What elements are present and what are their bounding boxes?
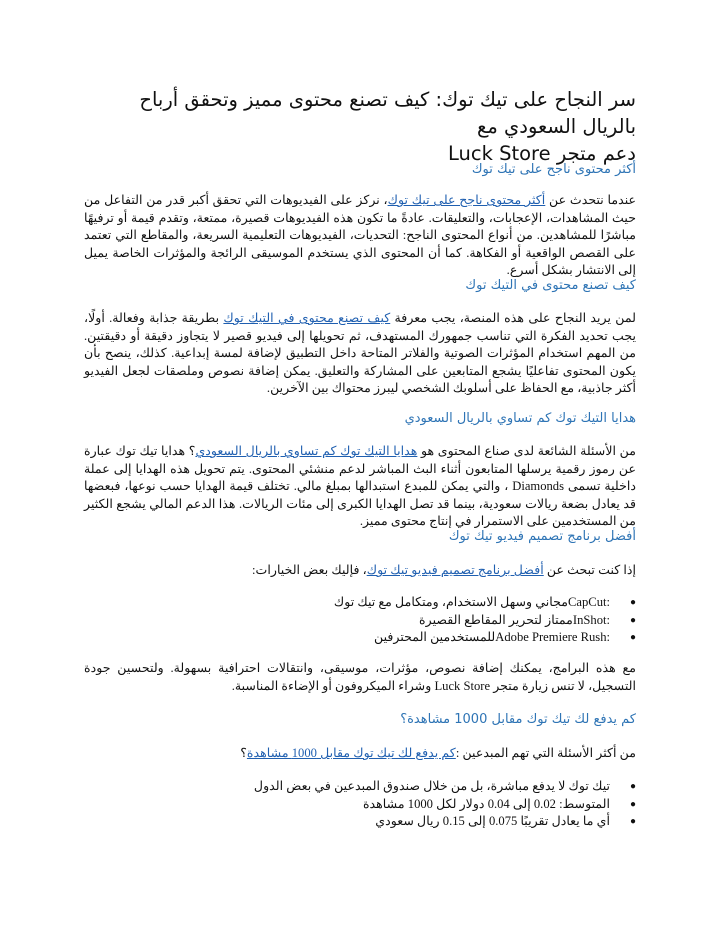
bullet-icon: ● — [629, 816, 636, 828]
section-heading-gifts-value: هدايا التيك توك كم تساوي بالريال السعودي — [404, 411, 636, 426]
section-paragraph-successful-content — [84, 192, 636, 280]
item-name: InShot: — [572, 612, 610, 627]
editor-list — [200, 594, 636, 647]
paragraph-text: ، نركز على الفيديوهات التي تحقق أكبر قدر من التفاعل من حيث المشاهدات، الإعجابات، والتعليقات. عادةً ما تكون هذه الفيديوهات قصيرة، ممتعة، وتقدم قيمة أو ترفيهًا مباشرًا للمشاهدين. من أنواع المحتوى الناجح: التحديات، الفيديوهات التعليمية السريعة، والمقاطع التي تعتمد على القصص الواقعية أو الفكاهة. كما أن المحتوى الذي يستخدم الموسيقى الرائجة والمؤثرات الخاصة يميل إلى الانتشار بشكل أسرع. — [84, 193, 636, 278]
item-desc: للمستخدمين المحترفين — [374, 630, 496, 645]
section-heading-pay-per-1000: كم يدفع لك تيك توك مقابل 1000 مشاهدة؟ — [400, 712, 636, 727]
pay-list — [200, 778, 636, 831]
item-text: تيك توك لا يدفع مباشرة، بل من خلال صندوق المبدعين في بعض الدول — [253, 779, 610, 793]
link-make-content[interactable]: كيف تصنع محتوى في التيك توك — [223, 311, 391, 325]
item-name: CapCut: — [568, 595, 610, 609]
section-heading-make-content: كيف تصنع محتوى في التيك توك — [465, 278, 636, 293]
section-outro-best-editor: مع هذه البرامج، يمكنك إضافة نصوص، مؤثرات، موسيقى، وانتقالات احترافية بسهولة. ولتحسين جودة التسجيل، لا تنس زيارة متجر Luck Store وشراء الميكروفون أو الإضاءة المناسبة. — [84, 661, 636, 693]
section-intro-pay-per-1000 — [84, 745, 636, 763]
bullet-icon: ● — [629, 614, 636, 626]
list-item — [200, 796, 636, 814]
bullet-icon: ● — [629, 632, 636, 644]
paragraph-text: ؟ — [240, 746, 247, 760]
title-line-1: سر النجاح على تيك توك: كيف تصنع محتوى مميز وتحقق أرباح بالريال السعودي مع — [139, 88, 636, 138]
section-paragraph-gifts-value — [84, 443, 636, 531]
bullet-icon: ● — [629, 798, 636, 810]
page-title — [84, 86, 636, 167]
bullet-icon: ● — [629, 781, 636, 792]
paragraph-text: لمن يريد النجاح على هذه المنصة، يجب معرفة — [390, 311, 636, 325]
paragraph-text: إذا كنت تبحث عن — [543, 563, 636, 577]
list-item — [200, 813, 636, 831]
bullet-icon: ● — [629, 597, 636, 608]
section-heading-best-editor: أفضل برنامج تصميم فيديو تيك توك — [448, 529, 636, 544]
link-gifts-value[interactable]: هدايا التيك توك كم تساوي بالريال السعودي — [195, 444, 418, 458]
item-text: أي ما يعادل تقريبًا 0.075 إلى 0.15 ريال سعودي — [375, 814, 610, 829]
list-item — [200, 629, 636, 647]
paragraph-text: ؟ هدايا تيك توك عبارة عن رموز رقمية يرسلها المتابعون أثناء البث المباشر لدعم منشئي المحتوى. يتم تحويل هذه الهدايا إلى عملة داخلية تسمى Diamonds ، والتي يمكن للمبدع استبدالها بمبلغ مالي. تختلف قيمة الهدايا حسب نوعها، فبعضها قد يعادل بضعة ريالات سعودية، بينما قد تصل الهدايا الكبرى إلى مئات الريالات. هذا الدعم المالي يشجع الكثير من المستخدمين على الاستمرار في إنتاج محتوى مميز. — [84, 444, 636, 529]
item-name: Adobe Premiere Rush: — [495, 630, 610, 645]
paragraph-text: من أكثر الأسئلة التي تهم المبدعين : — [455, 746, 636, 760]
link-pay-per-1000[interactable]: كم يدفع لك تيك توك مقابل 1000 مشاهدة — [246, 746, 456, 760]
list-item — [200, 612, 636, 630]
list-item — [200, 594, 636, 612]
section-intro-best-editor — [84, 562, 636, 580]
paragraph-text: من الأسئلة الشائعة لدى صناع المحتوى هو — [417, 444, 637, 458]
paragraph-text: بطريقة جذابة وفعالة. أولًا، يجب تحديد الفكرة التي تناسب جمهورك المستهدف، ثم تحويلها إلى فيديو قصير لا يتجاوز دقيقة أو دقيقتين. من المهم استخدام المؤثرات الصوتية والفلاتر المتاحة داخل التطبيق لإضافة لمسة إبداعية. كذلك، ينصح بأن يكون المحتوى تفاعليًا يشجع المتابعين على المشاركة والتعليق. يمكن إضافة نصوص وملصقات لجعل الفيديو أكثر جاذبية، مع الحفاظ على أسلوبك الشخصي ليبرز محتواك بين الآخرين. — [84, 311, 636, 396]
list-item — [200, 778, 636, 796]
item-desc: ممتاز لتحرير المقاطع القصيرة — [419, 612, 573, 627]
title-line-2: دعم متجر Luck Store — [447, 142, 636, 165]
link-best-editor[interactable]: أفضل برنامج تصميم فيديو تيك توك — [366, 563, 544, 577]
section-heading-successful-content: أكثر محتوى ناجح على تيك توك — [471, 162, 636, 177]
paragraph-text: ، فإليك بعض الخيارات: — [252, 563, 367, 577]
item-text: المتوسط: 0.02 إلى 0.04 دولار لكل 1000 مشاهدة — [362, 796, 610, 811]
item-desc: مجاني وسهل الاستخدام، ومتكامل مع تيك توك — [333, 595, 569, 609]
section-paragraph-make-content — [84, 310, 636, 398]
paragraph-text: عندما نتحدث عن — [545, 193, 637, 207]
link-successful-content[interactable]: أكثر محتوى ناجح على تيك توك — [387, 193, 546, 207]
